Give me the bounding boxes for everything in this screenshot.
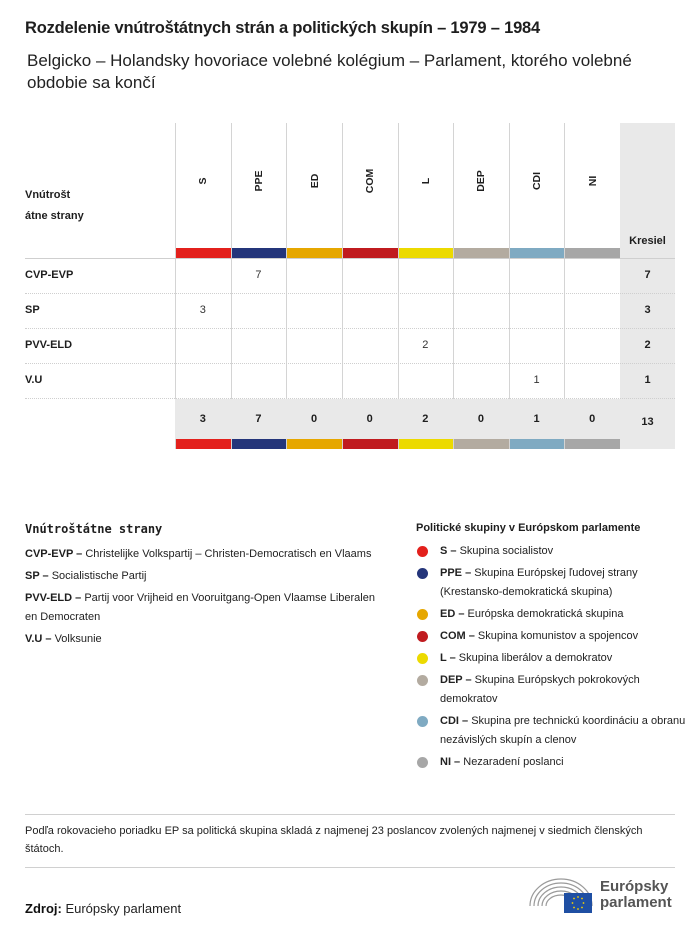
group-color-bar (343, 248, 398, 258)
group-column-header: ED (308, 173, 321, 189)
group-full-name: Európska demokratická skupina (467, 608, 624, 620)
group-code: L – (440, 652, 456, 664)
group-code: COM – (440, 630, 475, 642)
group-full-name: Skupina socialistov (459, 545, 554, 557)
grand-total: 13 (641, 416, 654, 428)
row-total: 7 (644, 269, 651, 281)
group-column-header: DEP (475, 170, 488, 192)
group-code: S – (440, 545, 457, 557)
group-color-dot-icon (417, 653, 428, 664)
table-row (25, 293, 675, 328)
table-row (25, 328, 675, 363)
ep-logo (528, 876, 678, 916)
total-cell: 7 (255, 413, 262, 425)
group-legend-item (416, 627, 686, 646)
row-divider (25, 398, 675, 399)
group-code: CDI – (440, 715, 469, 727)
party-code: V.U – (25, 633, 52, 645)
seat-cell: 7 (255, 269, 262, 281)
logo-text: Európsky parlament (600, 878, 672, 911)
groups-legend (416, 522, 686, 775)
row-header (25, 123, 175, 258)
total-cell: 0 (589, 413, 596, 425)
source-value: Európsky parlament (65, 901, 182, 916)
table-row (25, 363, 675, 398)
group-color-bar (454, 248, 509, 258)
party-name: V.U (25, 374, 43, 386)
group-legend-item (416, 753, 686, 772)
source (25, 901, 181, 916)
group-color-bar (510, 248, 565, 258)
group-legend-item (416, 564, 686, 602)
group-color-dot-icon (417, 609, 428, 620)
group-color-bar (343, 439, 398, 449)
group-full-name: Skupina Európskych pokrokových demokratov (440, 674, 640, 705)
group-color-bar (176, 248, 231, 258)
group-legend-item (416, 605, 686, 624)
group-color-dot-icon (417, 716, 428, 727)
seat-cell: 1 (533, 374, 540, 386)
seat-cell: 3 (199, 304, 206, 316)
footnote: Podľa rokovacieho poriadku EP sa politická skupina skladá z najmenej 23 poslancov zvolených najmenej v siedmich členských štátoch. (25, 825, 643, 855)
group-column-header: NI (586, 175, 599, 187)
source-label: Zdroj: (25, 901, 62, 916)
row-total: 1 (644, 374, 651, 386)
group-color-bar (399, 439, 454, 449)
parties-legend-heading: Vnútroštátne strany (25, 522, 163, 536)
group-color-bar (287, 248, 342, 258)
group-color-dot-icon (417, 631, 428, 642)
group-code: NI – (440, 756, 461, 768)
party-name: PVV-ELD (25, 339, 73, 351)
total-cell: 0 (311, 413, 318, 425)
divider (25, 867, 675, 868)
group-color-bar (510, 439, 565, 449)
group-color-bar (232, 439, 287, 449)
group-color-dot-icon (417, 675, 428, 686)
group-color-bar (232, 248, 287, 258)
group-color-bar (176, 439, 231, 449)
chart-subtitle: Belgicko – Holandsky hovoriace volebné kolégium – Parlament, ktorého volebné obdobie sa končí (27, 51, 632, 92)
party-code: PVV-ELD – (25, 592, 82, 604)
seat-cell: 2 (422, 339, 429, 351)
group-code: DEP – (440, 674, 472, 686)
hemicycle-icon (528, 876, 594, 916)
group-full-name: Skupina komunistov a spojencov (477, 630, 639, 642)
party-legend-item (25, 545, 385, 564)
total-cell: 1 (533, 413, 540, 425)
groups-legend-heading: Politické skupiny v Európskom parlamente (416, 522, 641, 534)
totals-row (175, 399, 620, 439)
party-full-name: Socialistische Partij (51, 570, 147, 582)
group-code: ED – (440, 608, 465, 620)
party-legend-item (25, 630, 385, 649)
party-legend-item (25, 589, 385, 627)
table-row (25, 258, 675, 293)
group-column-header: S (197, 177, 210, 185)
group-color-bar (565, 248, 620, 258)
group-column-header: PPE (252, 170, 265, 192)
group-full-name: Skupina pre technickú koordináciu a obranu nezávislých skupín a clenov (440, 715, 686, 746)
party-legend-item (25, 567, 385, 586)
row-header-label: Vnútrošt átne strany (25, 189, 84, 222)
parties-legend (25, 522, 385, 652)
group-color-bar (565, 439, 620, 449)
party-name: SP (25, 304, 40, 316)
group-legend-item (416, 649, 686, 668)
group-color-bar (454, 439, 509, 449)
group-code: PPE – (440, 567, 472, 579)
party-full-name: Partij voor Vrijheid en Vooruitgang-Open Vlaamse Liberalen en Democraten (25, 592, 375, 623)
party-code: SP – (25, 570, 49, 582)
group-column-header: CDI (531, 171, 544, 191)
divider (25, 814, 675, 815)
party-full-name: Volksunie (54, 633, 102, 645)
group-column-header: L (419, 177, 432, 185)
row-total: 3 (644, 304, 651, 316)
party-code: CVP-EVP – (25, 548, 83, 560)
group-color-bar (399, 248, 454, 258)
total-column-header: Kresiel (629, 235, 666, 247)
party-full-name: Christelijke Volkspartij – Christen-Democratisch en Vlaams (85, 548, 372, 560)
group-full-name: Skupina liberálov a demokratov (458, 652, 613, 664)
group-column-header: COM (364, 168, 377, 194)
party-name: CVP-EVP (25, 269, 74, 281)
group-legend-item (416, 712, 686, 750)
group-color-bar (287, 439, 342, 449)
group-legend-item (416, 671, 686, 709)
group-color-dot-icon (417, 568, 428, 579)
group-color-dot-icon (417, 757, 428, 768)
total-cell: 0 (477, 413, 484, 425)
group-color-dot-icon (417, 546, 428, 557)
group-legend-item (416, 542, 686, 561)
group-full-name: Nezaradení poslanci (463, 756, 564, 768)
row-total: 2 (644, 339, 651, 351)
total-cell: 3 (199, 413, 206, 425)
chart-title: Rozdelenie vnútroštátnych strán a politických skupín – 1979 – 1984 (25, 19, 540, 37)
total-cell: 2 (422, 413, 429, 425)
group-full-name: Skupina Európskej ľudovej strany (Krestansko-demokratická skupina) (440, 567, 638, 598)
total-cell: 0 (366, 413, 373, 425)
